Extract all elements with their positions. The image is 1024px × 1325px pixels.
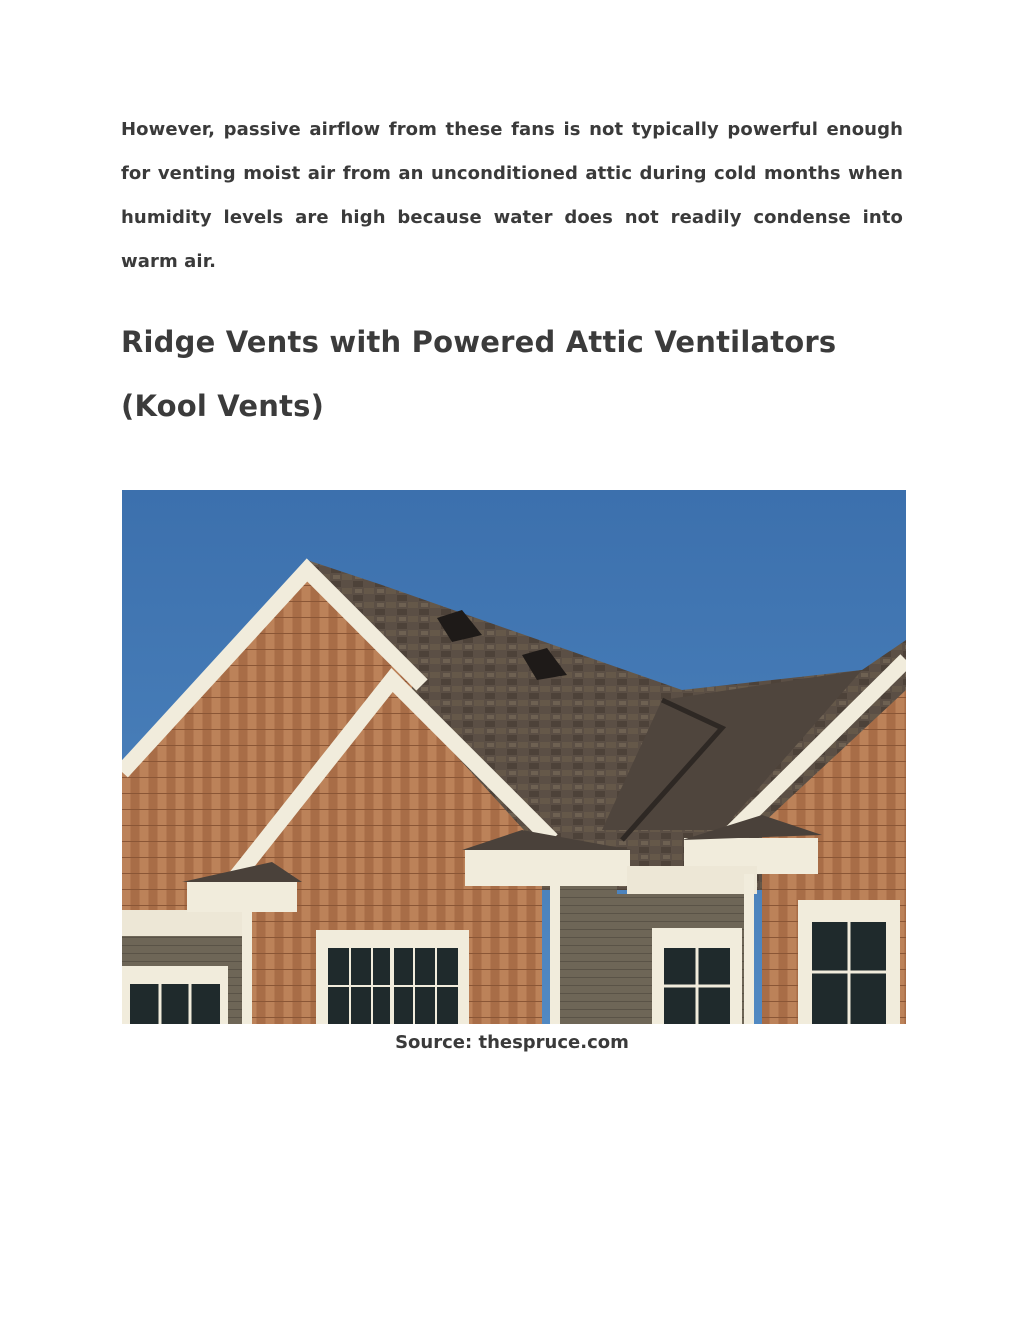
image-caption: Source: thespruce.com (395, 1032, 629, 1053)
body-paragraph: However, passive airflow from these fans is not typically powerful enough for venting moist air from an unconditioned attic during cold months when humidity levels are high because water does not readily condense into warm air. (121, 119, 903, 272)
section-heading: Ridge Vents with Powered Attic Ventilators (Kool Vents) (121, 325, 837, 423)
document-body (121, 108, 903, 438)
house-roof-photo (122, 490, 906, 1024)
